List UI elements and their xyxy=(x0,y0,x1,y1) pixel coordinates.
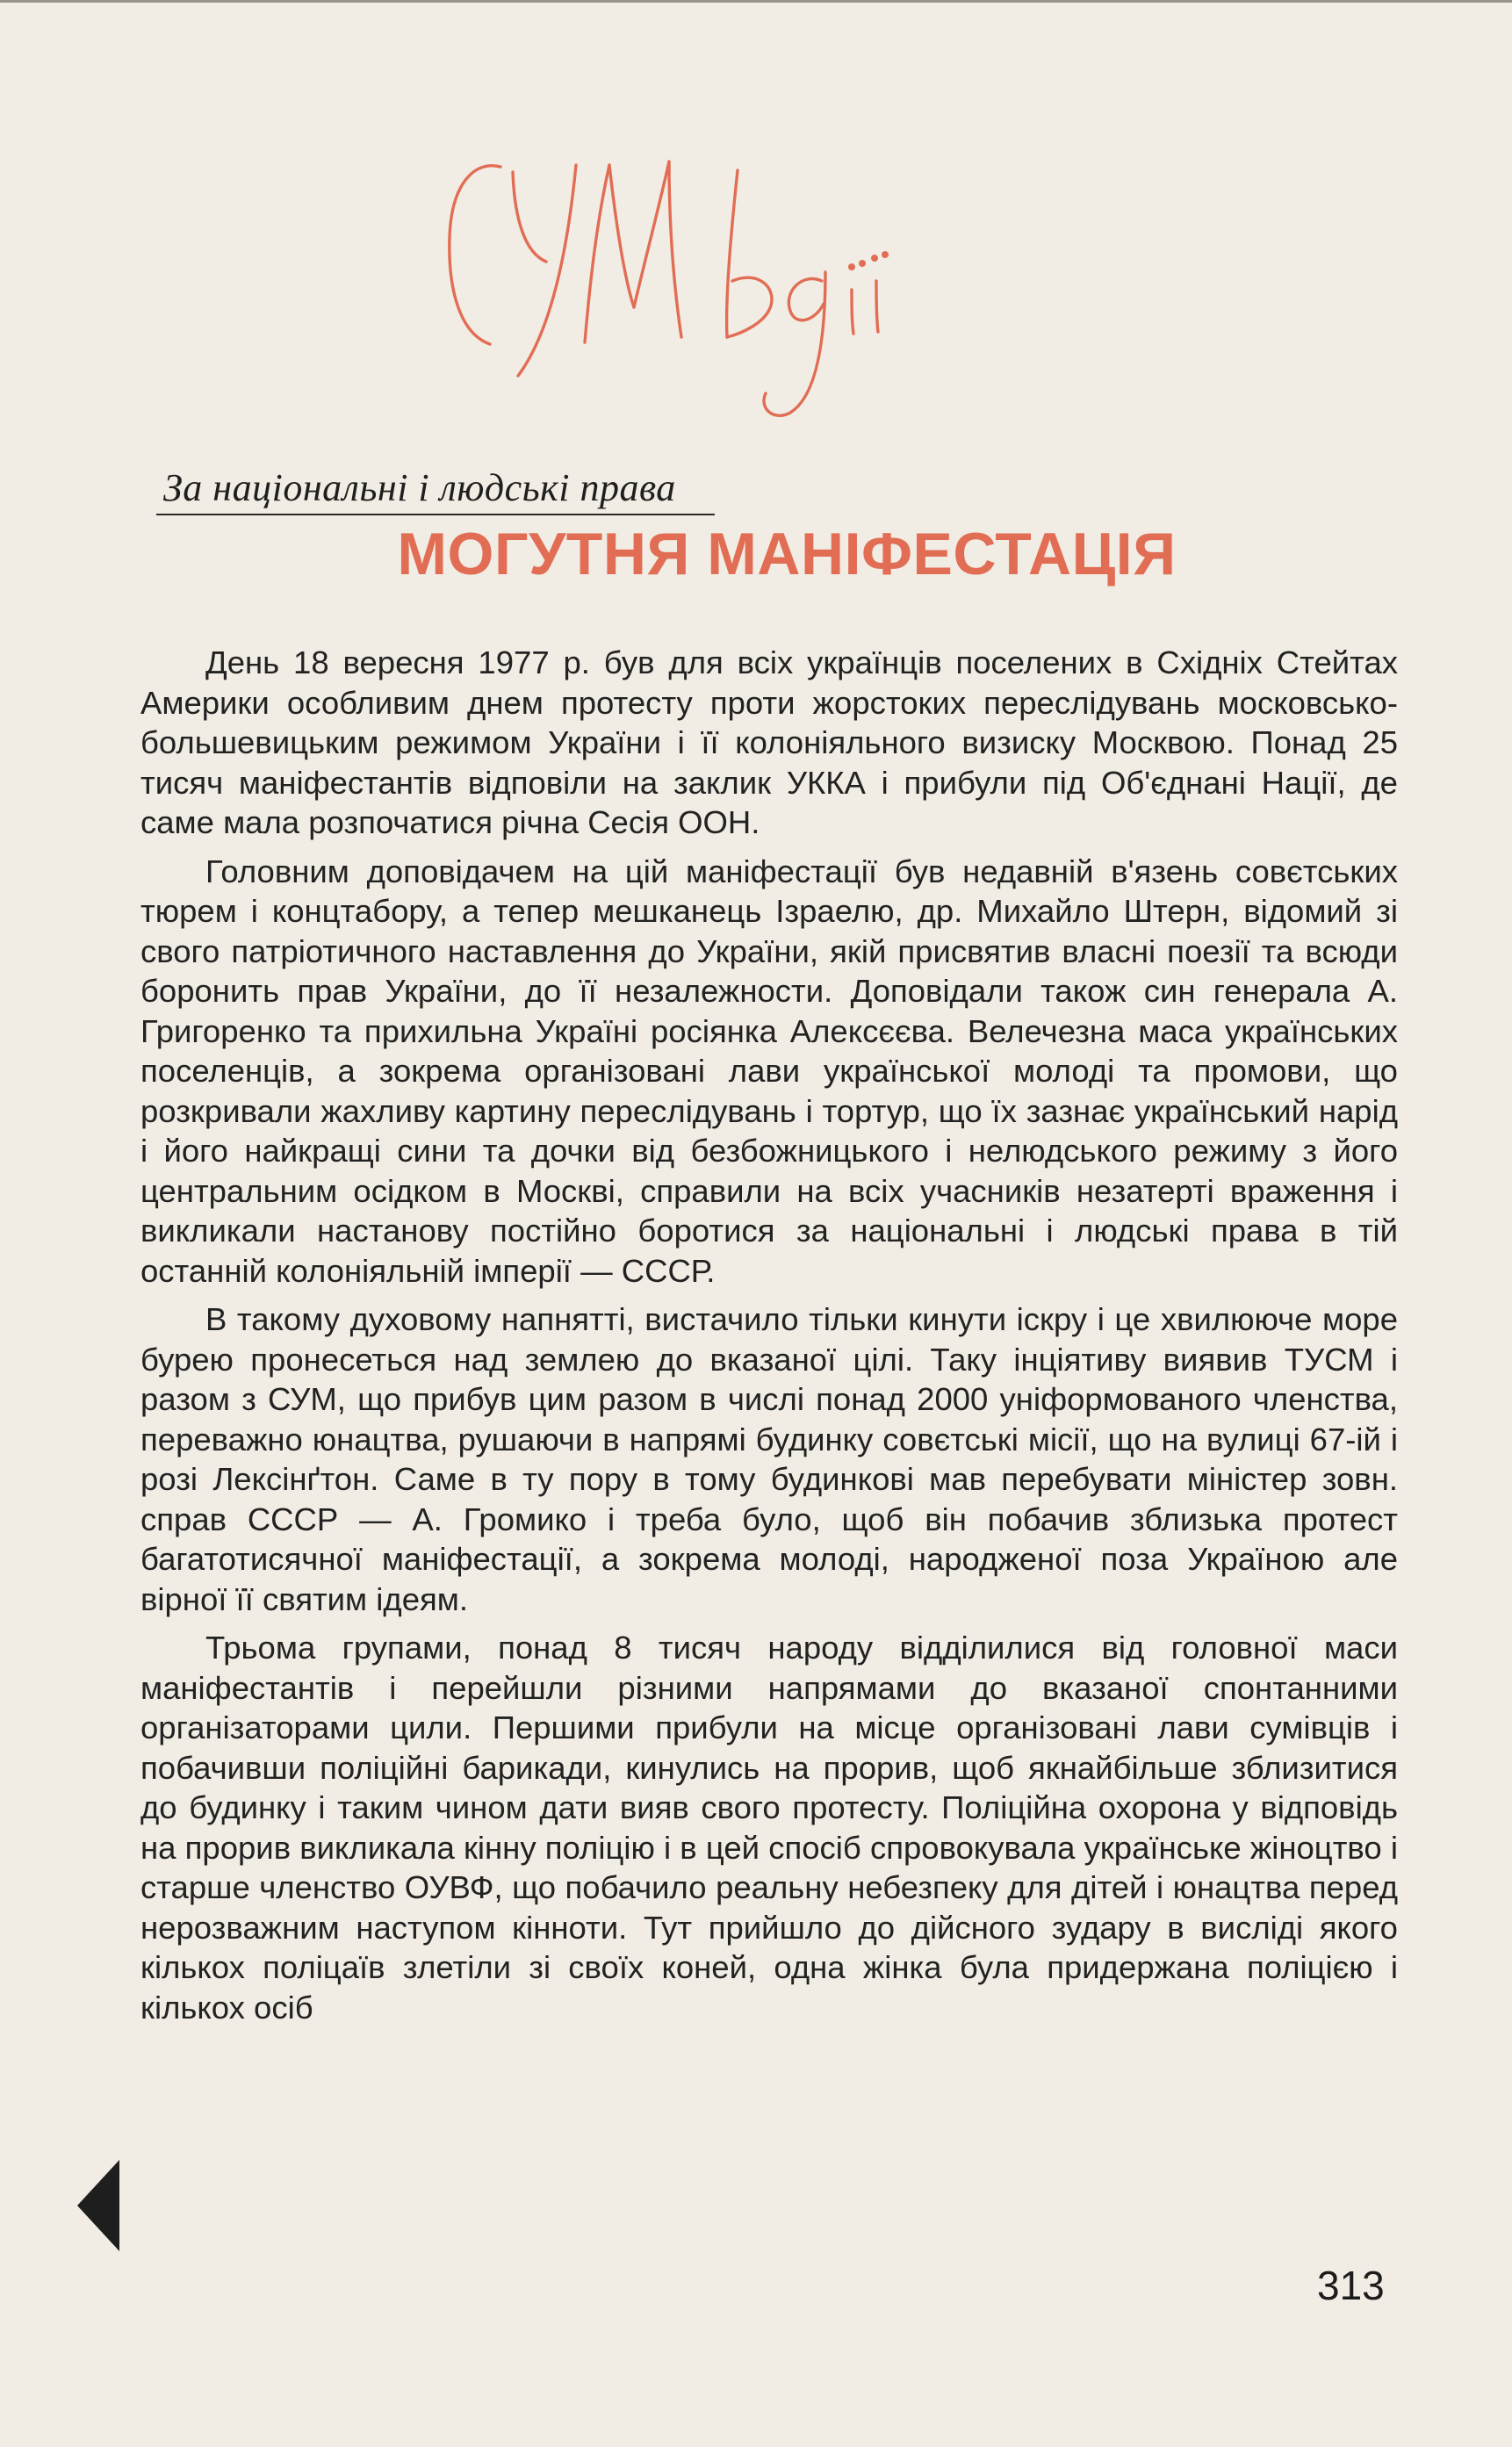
page-number: 313 xyxy=(1317,2263,1385,2308)
page-marker-triangle xyxy=(77,2160,121,2251)
section-kicker: За національні і людські права xyxy=(163,466,676,509)
top-edge-rule xyxy=(0,0,1512,3)
article-paragraph: День 18 вересня 1977 р. був для всіх українців поселених в Східніх Стейтах Америки особливим днем протесту проти жорстоких переслідувань московсько-большевицьким режимом України і її колоніяльного визиску Москвою. Понад 25 тисяч маніфестантів відповіли на заклик УККА і прибули під Об'єднані Нації, де саме мала розпочатися річна Сесія ООН. xyxy=(140,644,1398,840)
article-title: МОГУТНЯ МАНІФЕСТАЦІЯ xyxy=(397,521,1177,587)
article-paragraph: Трьома групами, понад 8 тисяч народу відділилися від головної маси маніфестантів і перейшли різними напрямами до вказаної спонтанними організаторами цили. Першими прибули на місце організовані лави сумівців і побачивши поліційні барикади, кинулись на прорив, щоб якнайбільше зблизитися до будинку і таким чином дати вияв свого протесту. Поліційна охорона у відповідь на прорив викликала кінну поліцію і в цей спосіб спровокувала українське жіноцтво і старше членство ОУВФ, що побачило реальну небезпеку для дітей і юнацтва перед нерозважним наступом кінноти. Тут прийшло до дійсного зудару в висліді якого кількох поліцаїв злетіли зі своїх коней, одна жінка була придержана поліцією і кількох осіб xyxy=(140,1630,1398,2026)
kicker-underline xyxy=(156,514,715,515)
sum-logo xyxy=(439,149,983,439)
article-paragraph: Головним доповідачем на цій маніфестації був недавній в'язень совєтських тюрем і концтабору, а тепер мешканець Ізраелю, др. Михайло Штерн, відомий зі свого патріотичного наставлення до України, якій присвятив власні поезії та всюди боронить прав України, до її незалежности. Доповідали також син генерала А. Григоренко та прихильна Україні росіянка Алексєєва. Велечезна маса українських поселенців, а зокрема організовані лави української молоді та промови, що розкривали жахливу картину переслідувань і тортур, що їх зазнає український нарід і його найкращі сини та дочки від безбожницького і нелюдського режиму з його центральним осідком в Москві, справили на всіх учасників незатерті враження і викликали настанову постійно боротися за національні і людські права в тій останній колоніяльній імперії — СССР. xyxy=(140,853,1398,1289)
article-body xyxy=(140,643,1398,2036)
article-paragraph: В такому духовому напнятті, вистачило тільки кинути іскру і це хвилююче море бурею пронесеться над землею до вказаної цілі. Таку інціятиву виявив ТУСМ і разом з СУМ, що прибув цим разом в числі понад 2000 уніформованого членства, переважно юнацтва, рушаючи в напрямі будинку совєтські місії, що на вулиці 67-ій і розі Лексінґтон. Саме в ту пору в тому будинкові мав перебувати міністер зовн. справ СССР — А. Громико і треба було, щоб він побачив зблизька протест багатотисячної маніфестації, а зокрема молоді, народженої поза Україною але вірної її святим ідеям. xyxy=(140,1301,1398,1617)
